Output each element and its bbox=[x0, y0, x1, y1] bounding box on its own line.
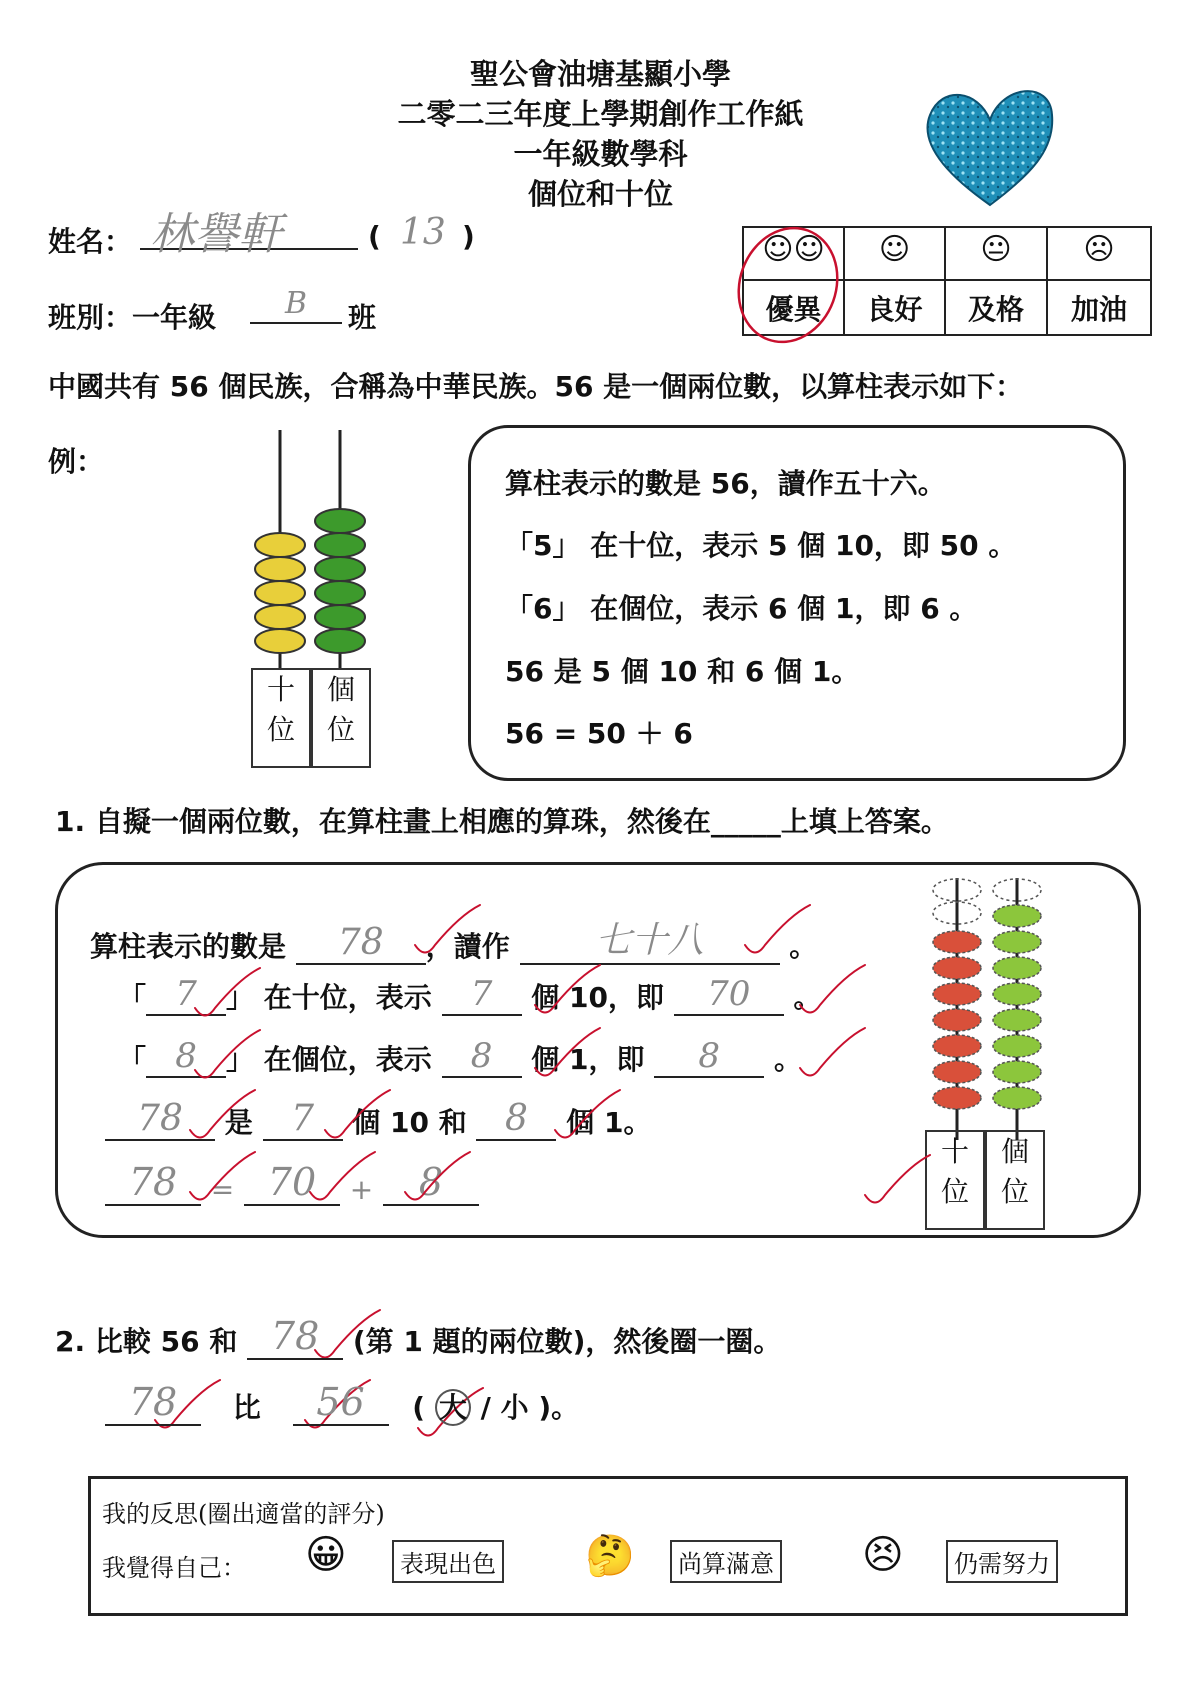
q1-tens-count-value: 7 bbox=[470, 974, 493, 1014]
rating-face-excellent: ☺☺ bbox=[762, 232, 825, 267]
thinking-face-icon: 🤔 bbox=[585, 1533, 635, 1579]
q2-text-c: 比 bbox=[232, 1391, 261, 1424]
q1-decomp-tens-value: 7 bbox=[291, 1098, 314, 1139]
rating-label-excellent[interactable]: 優異 bbox=[765, 293, 822, 326]
q2-compare-value: 78 bbox=[270, 1314, 320, 1358]
name-value: 林譽軒 bbox=[150, 209, 282, 260]
q2-text-b: (第 1 題的兩位數)，然後圈一圈。 bbox=[352, 1325, 782, 1358]
q1-number-value: 78 bbox=[337, 922, 384, 963]
rating-face-improve: ☹ bbox=[1083, 232, 1115, 267]
q1-line2-text-d: 。 bbox=[793, 981, 822, 1014]
reflection-option-satisfied[interactable]: 尚算滿意 bbox=[670, 1540, 782, 1583]
q1-line3-text-c: 個 1，即 bbox=[531, 1043, 645, 1076]
q2-text-a: 2. 比較 56 和 bbox=[55, 1325, 238, 1358]
q2-slash: / bbox=[480, 1391, 491, 1424]
q1-line1-text-b: ，讀作 bbox=[425, 930, 510, 963]
rating-label-good[interactable]: 良好 bbox=[866, 293, 923, 326]
q1-eq-ones-value: 8 bbox=[418, 1160, 444, 1204]
subject-title: 一年級數學科 bbox=[513, 137, 688, 171]
number-value: 13 bbox=[400, 212, 446, 253]
worried-face-icon: 😣 bbox=[862, 1532, 904, 1578]
topic-title: 個位和十位 bbox=[527, 177, 673, 211]
q1-tens-label: 十 位 bbox=[925, 1130, 985, 1230]
q1-eq-number-value: 78 bbox=[128, 1160, 178, 1204]
q1-tens-digit-value: 7 bbox=[175, 974, 197, 1014]
rating-face-good: ☺ bbox=[878, 232, 911, 267]
q2-compare-field[interactable] bbox=[247, 1314, 343, 1360]
q1-tens-total-value: 70 bbox=[707, 974, 751, 1014]
q1-decomp-number-value: 78 bbox=[137, 1098, 183, 1139]
school-title: 聖公會油塘基顯小學 bbox=[469, 57, 731, 91]
q1-line3-text-b: 」 在個位，表示 bbox=[226, 1043, 432, 1076]
class-value: B bbox=[284, 286, 308, 321]
example-tens-label: 十 位 bbox=[251, 668, 311, 768]
q1-ones-total-value: 8 bbox=[698, 1036, 721, 1076]
rating-label-improve[interactable]: 加油 bbox=[1070, 293, 1127, 326]
term-title: 二零二三年度上學期創作工作紙 bbox=[397, 97, 804, 131]
q2-left-field[interactable] bbox=[105, 1380, 201, 1426]
q1-line2-text-c: 個 10，即 bbox=[531, 981, 664, 1014]
q1-line3-text-d: 。 bbox=[774, 1043, 803, 1076]
q2-text-e: )。 bbox=[538, 1391, 580, 1424]
q2-line-2 bbox=[105, 1380, 579, 1426]
class-label: 班別：一年級 bbox=[48, 301, 217, 334]
name-label: 姓名： bbox=[48, 225, 133, 258]
q1-decomp-ones-value: 8 bbox=[505, 1098, 528, 1139]
happy-face-icon: 😀 bbox=[305, 1532, 347, 1578]
q1-line1-text-c: 。 bbox=[789, 930, 818, 963]
example-line-3: 「6」 在個位，表示 6 個 1，即 6 。 bbox=[505, 592, 978, 625]
class-suffix: 班 bbox=[348, 301, 377, 334]
q1-ones-count-value: 8 bbox=[470, 1036, 493, 1076]
reflection-prompt: 我覺得自己： bbox=[102, 1554, 246, 1582]
q1-plus-sign: + bbox=[349, 1173, 374, 1206]
reflection-title: 我的反思(圈出適當的評分) bbox=[102, 1500, 385, 1528]
rating-label-pass[interactable]: 及格 bbox=[967, 293, 1024, 326]
q2-choice-smaller[interactable]: 小 bbox=[500, 1391, 529, 1424]
q1-line4-text-b: 個 10 和 bbox=[352, 1106, 467, 1139]
q1-eq-tens-value: 70 bbox=[267, 1160, 317, 1204]
q1-line4-text-c: 個 1。 bbox=[566, 1106, 652, 1139]
rating-face-pass: 😐 bbox=[980, 232, 1012, 267]
example-line-2: 「5」 在十位，表示 5 個 10，即 50 。 bbox=[505, 529, 1017, 562]
q1-reading-value: 七十八 bbox=[595, 920, 704, 961]
q2-right-field[interactable] bbox=[293, 1380, 389, 1426]
q2-right-value: 56 bbox=[316, 1380, 365, 1424]
q1-line2-text-b: 」 在十位，表示 bbox=[226, 981, 432, 1014]
q1-eq-sign: = bbox=[210, 1173, 235, 1206]
q1-line3-text-a: 「 bbox=[118, 1043, 147, 1076]
example-line-5: 56 = 50 ＋ 6 bbox=[505, 717, 693, 750]
example-line-4: 56 是 5 個 10 和 6 個 1。 bbox=[505, 655, 860, 688]
q2-line-1 bbox=[55, 1314, 781, 1360]
number-close: ) bbox=[462, 220, 475, 253]
q2-text-d: ( bbox=[412, 1391, 426, 1424]
number-open: ( bbox=[368, 220, 381, 253]
example-ones-label: 個 位 bbox=[311, 668, 371, 768]
q1-line1-text-a: 算柱表示的數是 bbox=[90, 930, 287, 963]
q2-choice-bigger[interactable]: 大 bbox=[435, 1389, 471, 1426]
q1-line2-text-a: 「 bbox=[118, 981, 147, 1014]
q1-ones-digit-value: 8 bbox=[175, 1036, 197, 1076]
q1-ones-label: 個 位 bbox=[985, 1130, 1045, 1230]
intro-sentence: 中國共有 56 個民族，合稱為中華民族。56 是一個兩位數，以算柱表示如下： bbox=[48, 370, 1024, 403]
q1-prompt: 1. 自擬一個兩位數，在算柱畫上相應的算珠，然後在_____上填上答案。 bbox=[55, 805, 949, 838]
example-label: 例： bbox=[48, 445, 105, 478]
reflection-option-excellent[interactable]: 表現出色 bbox=[392, 1540, 504, 1583]
q1-line4-text-a: 是 bbox=[224, 1106, 253, 1139]
example-line-1: 算柱表示的數是 56，讀作五十六。 bbox=[505, 467, 946, 500]
reflection-option-improve[interactable]: 仍需努力 bbox=[946, 1540, 1058, 1583]
q2-left-value: 78 bbox=[128, 1380, 178, 1424]
